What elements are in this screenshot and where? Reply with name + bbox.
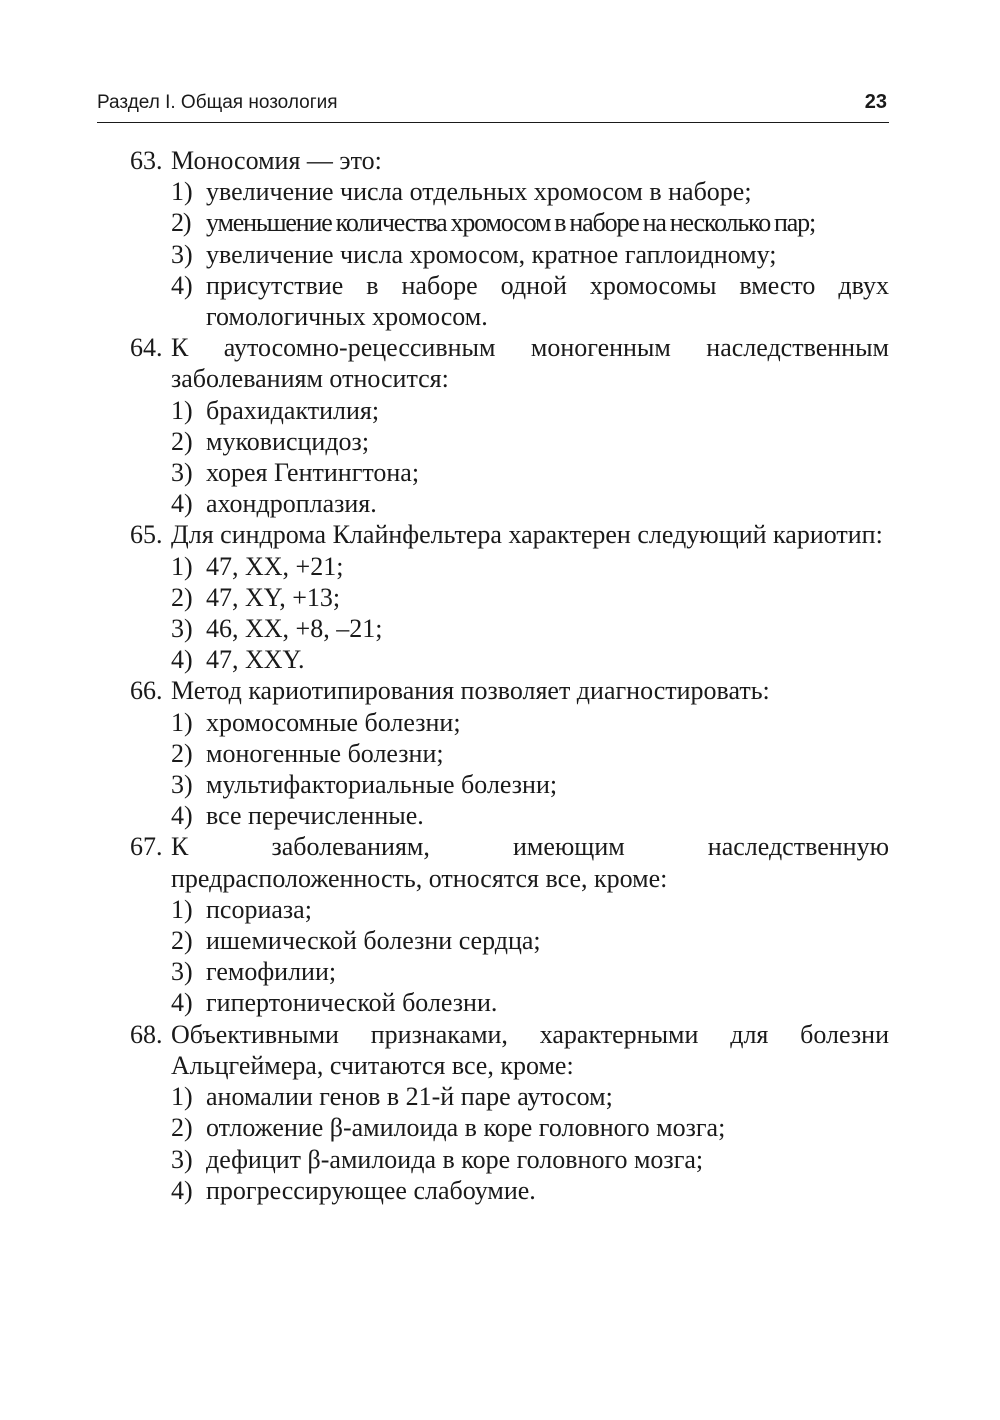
answer-options xyxy=(130,551,889,676)
option-number: 4) xyxy=(171,988,193,1018)
answer-option xyxy=(171,270,889,332)
answer-option xyxy=(171,457,889,488)
answer-option xyxy=(171,956,889,987)
option-text: моногенные болезни; xyxy=(206,738,444,768)
option-text: брахидактилия; xyxy=(206,395,380,425)
option-number: 4) xyxy=(171,801,193,831)
option-number: 1) xyxy=(171,707,193,737)
question-stem xyxy=(130,519,889,550)
option-text: отложение β-амилоида в коре головного мозга; xyxy=(206,1113,726,1143)
option-text: хромосомные болезни; xyxy=(206,707,461,737)
option-number: 1) xyxy=(171,894,193,924)
answer-option xyxy=(171,395,889,426)
option-number: 3) xyxy=(171,770,193,800)
question-number: 66. xyxy=(130,676,163,706)
option-number: 2) xyxy=(171,1113,193,1143)
question-stem xyxy=(130,145,889,176)
answer-options xyxy=(130,395,889,520)
option-number: 1) xyxy=(171,1082,193,1112)
question-number: 64. xyxy=(130,333,163,363)
answer-option xyxy=(171,582,889,613)
option-text: псориаза; xyxy=(206,894,312,924)
option-text: ахондроплазия. xyxy=(206,489,377,519)
answer-options xyxy=(130,707,889,832)
question-text: К заболеваниям, имеющим наследственную предрасположенность, относятся все, кроме: xyxy=(171,832,889,893)
option-number: 2) xyxy=(171,426,193,456)
option-number: 1) xyxy=(171,177,193,207)
question-number: 67. xyxy=(130,832,163,862)
option-number: 4) xyxy=(171,270,193,300)
question-text: Для синдрома Клайнфельтера характерен следующий кариотип: xyxy=(171,520,883,550)
answer-option xyxy=(171,925,889,956)
answer-option xyxy=(171,800,889,831)
option-number: 1) xyxy=(171,551,193,581)
question-number: 65. xyxy=(130,520,163,550)
answer-option xyxy=(171,707,889,738)
option-text: 47, XY, +13; xyxy=(206,582,341,612)
answer-option xyxy=(171,426,889,457)
answer-option xyxy=(171,239,889,270)
option-number: 4) xyxy=(171,645,193,675)
option-text: муковисцидоз; xyxy=(206,426,370,456)
option-number: 4) xyxy=(171,489,193,519)
option-number: 2) xyxy=(171,208,191,238)
answer-option xyxy=(171,207,889,238)
option-text: 47, XX, +21; xyxy=(206,551,344,581)
answer-option xyxy=(171,894,889,925)
option-number: 1) xyxy=(171,395,193,425)
answer-option xyxy=(171,644,889,675)
question-number: 68. xyxy=(130,1019,163,1049)
option-number: 2) xyxy=(171,582,193,612)
option-number: 2) xyxy=(171,926,193,956)
option-text: гемофилии; xyxy=(206,957,337,987)
question-stem xyxy=(130,332,889,394)
question-65 xyxy=(130,519,889,675)
option-number: 3) xyxy=(171,239,193,269)
answer-option xyxy=(171,551,889,582)
answer-options xyxy=(130,176,889,332)
question-stem xyxy=(130,675,889,706)
answer-option xyxy=(171,176,889,207)
answer-option xyxy=(171,488,889,519)
option-number: 3) xyxy=(171,614,193,644)
question-stem xyxy=(130,1019,889,1081)
option-text: все перечисленные. xyxy=(206,801,424,831)
question-stem xyxy=(130,831,889,893)
option-text: прогрессирующее слабоумие. xyxy=(206,1175,536,1205)
answer-option xyxy=(171,1112,889,1143)
section-title: Раздел I. Общая нозология xyxy=(97,92,338,113)
option-text: 46, XX, +8, –21; xyxy=(206,614,383,644)
option-text: увеличение числа отдельных хромосом в наборе; xyxy=(206,177,752,207)
option-text: присутствие в наборе одной хромосомы вместо двух гомологичных хромосом. xyxy=(206,270,889,332)
option-number: 3) xyxy=(171,458,193,488)
question-text: Моносомия — это: xyxy=(171,146,382,175)
question-66 xyxy=(130,675,889,831)
question-68 xyxy=(130,1019,889,1206)
question-number: 63. xyxy=(130,146,163,175)
question-text: Метод кариотипирования позволяет диагностировать: xyxy=(171,676,770,706)
option-text: уменьшение количества хромосом в наборе на несколько пар; xyxy=(206,208,816,238)
option-text: мультифакториальные болезни; xyxy=(206,770,558,800)
option-text: увеличение числа хромосом, кратное гаплоидному; xyxy=(206,239,777,269)
answer-option xyxy=(171,738,889,769)
answer-option xyxy=(171,1081,889,1112)
option-text: ишемической болезни сердца; xyxy=(206,926,541,956)
question-text: Объективными признаками, характерными для болезни Альцгеймера, считаются все, кроме: xyxy=(171,1019,889,1080)
question-63 xyxy=(130,145,889,332)
page-number: 23 xyxy=(864,91,887,113)
option-text: хорея Гентингтона; xyxy=(206,458,420,488)
answer-option xyxy=(171,987,889,1018)
answer-option xyxy=(171,613,889,644)
answer-option xyxy=(171,769,889,800)
answer-options xyxy=(130,1081,889,1206)
answer-option xyxy=(171,1144,889,1175)
option-text: гипертонической болезни. xyxy=(206,988,498,1018)
option-number: 3) xyxy=(171,1144,193,1174)
option-number: 3) xyxy=(171,957,193,987)
option-number: 2) xyxy=(171,738,193,768)
answer-options xyxy=(130,894,889,1019)
answer-option xyxy=(171,1175,889,1206)
question-64 xyxy=(130,332,889,519)
question-text: К аутосомно-рецессивным моногенным наследственным заболеваниям относится: xyxy=(171,333,889,394)
question-list xyxy=(130,145,889,1206)
option-number: 4) xyxy=(171,1175,193,1205)
question-67 xyxy=(130,831,889,1018)
running-header xyxy=(97,88,889,123)
option-text: дефицит β-амилоида в коре головного мозга; xyxy=(206,1144,704,1174)
option-text: 47, XXY. xyxy=(206,645,305,675)
option-text: аномалии генов в 21-й паре аутосом; xyxy=(206,1082,613,1112)
